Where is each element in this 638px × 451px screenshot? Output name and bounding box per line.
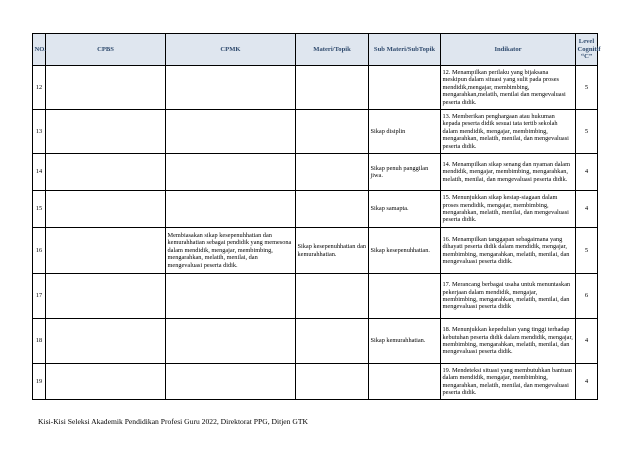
cell-indikator: 16. Menampilkan tanggapan sebagaimana yang dihayati peserta didik dalam mendidik, mengajar, membimbing, mengarahkan, melatih, menilai, dan mengevaluasi peserta didik. [441, 228, 576, 274]
cell-cpmk [166, 154, 296, 191]
table-row [33, 364, 598, 400]
cell-sub-materi: Sikap kemurahhatian. [369, 319, 441, 364]
cell-cpbs [46, 154, 166, 191]
header-sub-materi: Sub Materi/SubTopik [369, 34, 441, 66]
header-no: NO. [33, 34, 46, 66]
cell-cpbs [46, 110, 166, 154]
cell-indikator: 14. Menampilkan sikap senang dan nyaman dalam mendidik, mengajar, membimbing, mengarahkan, melatih, menilai, dan mengevaluasi peserta didik. [441, 154, 576, 191]
cell-no: 12 [33, 66, 46, 110]
cell-indikator: 12. Menampilkan perilaku yang bijaksana meskipun dalam situasi yang sulit pada proses mendidik,mengajar, membimbing, mengarahkan,melatih, menilai dan mengevaluasi peserta didik. [441, 66, 576, 110]
cell-no: 18 [33, 319, 46, 364]
cell-sub-materi: Sikap disiplin [369, 110, 441, 154]
cell-indikator: 18. Menunjukkan kepedulian yang tinggi terhadap kebutuhan peserta didik dalam mendidik, mengajar, membimbing, mengarahkan, melatih, menilai, dan mengevaluasi peserta didik. [441, 319, 576, 364]
cell-level: 4 [576, 191, 598, 228]
cell-sub-materi [369, 274, 441, 319]
cell-cpmk: Membiasakan sikap kesepenuhhatian dan kemurahhatian sebagai pendidik yang memesona dalam mendidik, mengajar, membimbing, mengarahkan, melatih, menilai, dan mengevaluasi peserta didik. [166, 228, 296, 274]
cell-level: 4 [576, 154, 598, 191]
cell-cpmk [166, 319, 296, 364]
cell-indikator: 13. Memberikan penghargaan atau hukuman kepada peserta didik sesuai tata tertib sekolah dalam mendidik, mengajar, membimbing, mengarahkan, melatih, menilai, dan mengevaluasi peserta didik. [441, 110, 576, 154]
cell-sub-materi [369, 66, 441, 110]
cell-materi [296, 66, 369, 110]
cell-no: 17 [33, 274, 46, 319]
cell-level: 4 [576, 364, 598, 400]
header-level-line1: Level [578, 37, 595, 45]
header-level-line3: “C” [580, 53, 593, 61]
header-materi: Materi/Topik [296, 34, 369, 66]
cell-indikator: 17. Merancang berbagai usaha untuk menuntaskan pekerjaan dalam mendidik, mengajar, membimbing, mengarahkan, melatih, menilai, dan mengevaluasi peserta didik [441, 274, 576, 319]
cell-cpbs [46, 364, 166, 400]
cell-cpmk [166, 274, 296, 319]
cell-level: 5 [576, 66, 598, 110]
table-row [33, 154, 598, 191]
cell-sub-materi: Sikap kesepenuhhatian. [369, 228, 441, 274]
cell-sub-materi [369, 364, 441, 400]
cell-materi [296, 274, 369, 319]
cell-materi [296, 191, 369, 228]
cell-indikator: 19. Mendeteksi situasi yang membutuhkan bantuan dalam mendidik, mengajar, membimbing, mengarahkan, melatih, menilai, dan mengevaluasi peserta didik. [441, 364, 576, 400]
cell-materi [296, 319, 369, 364]
cell-cpbs [46, 66, 166, 110]
table-header-row [33, 34, 598, 66]
header-level-line2: Cognitif [577, 45, 601, 53]
cell-materi [296, 154, 369, 191]
kisi-kisi-table [32, 33, 601, 400]
cell-level: 6 [576, 274, 598, 319]
cell-no: 19 [33, 364, 46, 400]
cell-cpbs [46, 319, 166, 364]
header-cpmk: CPMK [166, 34, 296, 66]
cell-no: 16 [33, 228, 46, 274]
page-footer: Kisi-Kisi Seleksi Akademik Pendidikan Profesi Guru 2022, Direktorat PPG, Ditjen GTK [38, 417, 308, 426]
table-row [33, 66, 598, 110]
cell-no: 13 [33, 110, 46, 154]
header-level [576, 34, 601, 66]
cell-cpbs [46, 274, 166, 319]
cell-sub-materi: Sikap penuh panggilan jiwa. [369, 154, 441, 191]
cell-level: 5 [576, 110, 598, 154]
cell-indikator: 15. Menunjukkan sikap kesiap-siagaan dalam proses mendidik, mengajar, membimbing, mengarahkan, melatih, menilai, dan mengevaluasi peserta didik. [441, 191, 576, 228]
table-row [33, 274, 598, 319]
header-cpbs: CPBS [46, 34, 166, 66]
cell-materi [296, 110, 369, 154]
cell-cpmk [166, 191, 296, 228]
table-row [33, 319, 598, 364]
cell-cpmk [166, 364, 296, 400]
table-row [33, 191, 598, 228]
table-row [33, 228, 598, 274]
cell-no: 15 [33, 191, 46, 228]
cell-materi [296, 364, 369, 400]
cell-no: 14 [33, 154, 46, 191]
cell-cpmk [166, 110, 296, 154]
table-row [33, 110, 598, 154]
header-indikator: Indikator [441, 34, 576, 66]
cell-cpbs [46, 228, 166, 274]
cell-cpbs [46, 191, 166, 228]
cell-materi: Sikap kesepenuhhatian dan kemurahhatian. [296, 228, 369, 274]
cell-level: 5 [576, 228, 598, 274]
cell-cpmk [166, 66, 296, 110]
cell-sub-materi: Sikap samapta. [369, 191, 441, 228]
cell-level: 4 [576, 319, 598, 364]
